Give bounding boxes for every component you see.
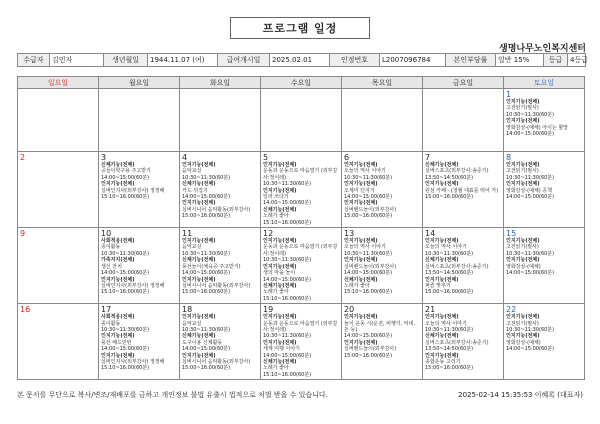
activity-detail: 고전읽기(필사) 10:30~11:30(60분) — [506, 320, 555, 333]
activity-name: 인지기능(전체) — [182, 276, 216, 283]
calendar-day-cell — [180, 89, 261, 152]
activity-entry — [263, 264, 339, 283]
activity-name: 인지기능(전체) — [506, 314, 540, 321]
activity-entry — [344, 340, 420, 359]
activity-detail: 생신 잔치 14:00~15:00(60분) — [101, 263, 150, 277]
activity-entry — [506, 118, 582, 137]
calendar-day-cell — [342, 152, 423, 228]
activity-detail: 생의 마을 놀이 14:00~15:00(60분) — [263, 270, 312, 283]
calendar-week — [18, 228, 585, 304]
activity-detail: 운동과 운동으로 마음열기 (외부강사:정이레) 10:30~11:30(60분) — [263, 168, 338, 188]
activity-detail: 퍼즐 맞추기 15:00~16:00(60분) — [425, 282, 474, 296]
activity-entry — [182, 277, 258, 296]
day-number: 10 — [101, 229, 112, 239]
info-value-birth: 1944.11.07 (여) — [148, 54, 218, 67]
activity-entry — [344, 277, 420, 296]
activity-entry — [101, 162, 177, 181]
info-value-recipient: 김민자 — [50, 54, 104, 67]
calendar-day-cell — [423, 304, 504, 380]
activity-entry — [506, 162, 582, 181]
activity-detail: 노래가 좋아 15:10~16:00(60분) — [263, 365, 312, 378]
calendar-day-cell — [504, 89, 585, 152]
day-number: 18 — [182, 305, 193, 315]
activity-entry — [263, 340, 339, 359]
activity-detail: 실버밴드놀이(외부강사) 15:00~16:00(60분) — [344, 206, 397, 220]
info-value-cert-no: L2007096784 — [380, 54, 446, 67]
activity-detail: 실버스포츠(외부강사:송준기) 13:50~14:50(60분) — [425, 263, 489, 277]
activity-entry — [425, 181, 501, 200]
calendar-day-cell — [261, 304, 342, 380]
activity-name: 인지기능(전체) — [425, 276, 459, 283]
activity-entry — [101, 238, 177, 257]
activity-name: 인지기능(전체) — [425, 352, 459, 359]
day-number: 20 — [344, 305, 355, 315]
activity-entry — [263, 238, 339, 264]
activity-entry — [506, 333, 582, 352]
activity-entry — [263, 283, 339, 302]
calendar-week — [18, 304, 585, 380]
calendar-day-cell — [261, 152, 342, 228]
activity-entry — [506, 181, 582, 200]
activity-entry — [425, 353, 501, 372]
activity-entry — [101, 314, 177, 333]
activity-detail: 종합운동 고리기 15:00~16:00(60분) — [425, 358, 474, 372]
activity-entry — [101, 277, 177, 296]
activity-entry — [182, 333, 258, 352]
activity-name: 인지기능(전체) — [506, 257, 540, 264]
day-number: 17 — [101, 305, 112, 315]
activity-name: 인지기능(전체) — [425, 181, 459, 188]
activity-detail: 음악교실 10:30~11:30(60분) — [182, 320, 231, 333]
info-value-grade: 4등급 — [568, 54, 586, 67]
activity-detail: 영화감상-(예체) 아이는 할망 14:00~15:00(60분) — [506, 124, 569, 138]
activity-entry — [425, 257, 501, 276]
activity-name: 인지기능(전체) — [182, 314, 216, 321]
activity-name: 인지기능(전체) — [101, 276, 135, 283]
activity-entry — [506, 99, 582, 118]
activity-entry — [425, 314, 501, 333]
activity-detail: 원심 카페 - (청혈 대표를 뛰어 가) 15:00~16:00(60분) — [425, 187, 499, 201]
activity-name: 신체기능(전체) — [182, 333, 216, 340]
activity-name: 인지기능(전체) — [344, 339, 378, 346]
activity-detail: 도구이용 신체활동 14:00~15:00(60분) — [182, 339, 231, 353]
activity-name: 인지기능(전체) — [506, 181, 540, 188]
calendar-day-cell — [99, 152, 180, 228]
activity-detail: 실버시니어 음악활동(외부강사) 15:00~16:00(60분) — [182, 206, 251, 220]
activity-entry — [344, 200, 420, 219]
activity-name: 인지기능(전체) — [344, 162, 378, 168]
activity-entry — [101, 181, 177, 200]
day-number: 11 — [182, 229, 193, 239]
day-number: 2 — [20, 153, 26, 162]
day-number: 15 — [506, 229, 517, 239]
activity-entry — [425, 277, 501, 296]
activity-detail: 실버시니어 음악활동(외부강사) 15:00~16:00(60분) — [182, 282, 251, 296]
activity-detail: 노래가 좋아 15:10~16:00(60분) — [263, 213, 312, 226]
calendar-day-cell — [18, 152, 99, 228]
activity-detail: 공들이학구용 주고받기 14:00~15:00(60분) — [101, 168, 151, 181]
weekday-sat: 토요일 — [504, 77, 585, 89]
calendar-week — [18, 152, 585, 228]
activity-name: 인지기능(전체) — [506, 118, 540, 125]
activity-name: 인지기능(전체) — [263, 339, 297, 346]
day-number: 12 — [263, 229, 274, 239]
activity-detail: 실버스포츠(외부강사:송준기) 13:50~14:50(60분) — [425, 168, 489, 181]
activity-detail: 오늘의 역사 이야기 10:30~11:30(60분) — [425, 244, 474, 257]
day-number: 4 — [182, 153, 188, 162]
activity-name: 신체기능(전체) — [344, 276, 378, 283]
calendar-day-cell — [504, 152, 585, 228]
activity-detail: 실버인지사(외부강사) 정정해 15:10~16:00(60분) — [101, 282, 165, 296]
activity-name: 인지기능(전체) — [101, 181, 135, 188]
activity-name: 인지기능(전체) — [344, 314, 378, 321]
activity-entry — [425, 162, 501, 181]
activity-detail: 일러 쓰다기 14:00~15:00(60분) — [263, 194, 312, 207]
activity-name: 신체기능(전체) — [263, 358, 297, 365]
day-number: 6 — [344, 153, 350, 162]
activity-entry — [182, 314, 258, 333]
calendar-day-cell — [342, 89, 423, 152]
activity-entry — [344, 257, 420, 276]
activity-detail: 노래가 좋아 15:10~16:00(60분) — [344, 282, 393, 296]
activity-detail: 노래가 좋아 15:10~16:00(60분) — [263, 289, 312, 302]
activity-entry — [263, 162, 339, 188]
day-number: 5 — [263, 153, 269, 162]
day-number: 16 — [20, 305, 31, 315]
activity-entry — [425, 238, 501, 257]
activity-entry — [344, 238, 420, 257]
activity-entry — [425, 333, 501, 352]
activity-detail: 영화감상-(예체) 14:00~15:00(60분) — [506, 263, 555, 277]
activity-name: 인지기능(전체) — [506, 162, 540, 168]
activity-detail: 종이활동 10:30~11:30(60분) — [101, 244, 150, 257]
info-value-copay: 일반 15% — [496, 54, 544, 67]
activity-detail: 풍선놀이(체육공 주고받기) 14:00~15:00(60분) — [182, 263, 241, 277]
day-number: 9 — [20, 229, 26, 239]
day-number: 7 — [425, 153, 431, 162]
info-value-start-date: 2025.02.01 — [270, 54, 330, 67]
calendar-week — [18, 89, 585, 152]
activity-entry — [101, 257, 177, 276]
calendar-day-cell — [18, 228, 99, 304]
activity-name: 인지기능(전체) — [263, 187, 297, 194]
activity-name: 인지기능(전체) — [182, 162, 216, 168]
info-label-copay: 본인부담률 — [446, 54, 496, 67]
activity-name: 인지기능(전체) — [425, 314, 459, 321]
calendar-day-cell — [423, 89, 504, 152]
weekday-fri: 금요일 — [423, 77, 504, 89]
page-title: 프로그램 일정 — [230, 17, 370, 39]
day-number: 8 — [506, 153, 512, 162]
activity-name: 인지기능(전체) — [182, 352, 216, 359]
activity-detail: 오늘의 역사 이야기 10:30~11:30(60분) — [425, 320, 474, 333]
activity-detail: 오늘의 역사 이야기 10:30~11:30(60분) — [344, 244, 393, 257]
schedule-calendar — [17, 76, 585, 380]
info-label-recipient: 수급자 — [18, 54, 50, 67]
activity-name: 인지기능(전체) — [182, 200, 216, 207]
activity-detail: 영화감상-(예체) 14:00~15:00(60분) — [506, 339, 555, 353]
activity-entry — [182, 257, 258, 276]
day-number: 21 — [425, 305, 436, 315]
activity-entry — [182, 181, 258, 200]
activity-name: 인지기능(전체) — [263, 263, 297, 270]
activity-entry — [182, 238, 258, 257]
footer-notice: 본 문서를 무단으로 복사/변조/재배포를 금하고 개인정보 불법 유출시 법적으로 처벌 받을 수 있습니다. — [17, 391, 328, 399]
activity-name: 신체기능(전체) — [425, 162, 459, 168]
activity-detail: 운동과 운동으로 마음열기 (외부강사:정이레) 10:30~11:30(60분) — [263, 244, 338, 264]
activity-detail: 실버시니어 음악활동(외부강사) 15:00~16:00(60분) — [182, 358, 251, 372]
activity-detail: 오제미 던지기 14:00~15:00(60분) — [344, 187, 393, 201]
calendar-day-cell — [180, 228, 261, 304]
activity-name: 인지기능(전체) — [344, 257, 378, 264]
activity-entry — [506, 238, 582, 257]
calendar-day-cell — [18, 89, 99, 152]
info-label-grade: 등급 — [544, 54, 568, 67]
activity-entry — [182, 353, 258, 372]
activity-detail: 음악교실 10:30~11:30(60분) — [182, 168, 231, 181]
activity-entry — [182, 200, 258, 219]
calendar-day-cell — [423, 152, 504, 228]
calendar-day-cell — [504, 228, 585, 304]
activity-entry — [344, 162, 420, 181]
activity-name: 가족지지(전체) — [101, 257, 135, 264]
activity-detail: 오늘의 역사 이야기 10:30~11:30(60분) — [344, 168, 393, 181]
activity-detail: 카드 뒤집기 14:00~15:00(60분) — [182, 187, 231, 201]
info-label-cert-no: 인정번호 — [330, 54, 380, 67]
weekday-mon: 월요일 — [99, 77, 180, 89]
activity-entry — [182, 162, 258, 181]
activity-entry — [263, 188, 339, 207]
activity-name: 신체기능(전체) — [425, 333, 459, 340]
activity-name: 인지기능(전체) — [344, 238, 378, 245]
activity-name: 사회적응(전체) — [101, 314, 135, 321]
activity-name: 인지기능(전체) — [506, 333, 540, 340]
activity-detail: 세계 여행 이야기 14:00~15:00(60분) — [263, 346, 312, 359]
activity-detail: 실버인지사(외부강사) 정정해 15:10~16:00(60분) — [101, 358, 165, 372]
activity-detail: 고전읽기(필사) 10:30~11:30(60분) — [506, 244, 555, 257]
day-number: 22 — [506, 305, 517, 315]
activity-name: 인지기능(전체) — [263, 162, 297, 168]
activity-detail: 고전읽기(필사) 10:30~11:30(60분) — [506, 105, 555, 118]
activity-name: 인지기능(전체) — [182, 238, 216, 245]
calendar-day-cell — [99, 304, 180, 380]
day-number: 19 — [263, 305, 274, 315]
info-label-birth: 생년월일 — [104, 54, 148, 67]
activity-detail: 실버밴드놀이(외부강사) 15:00~16:00(60분) — [344, 346, 397, 359]
activity-name: 인지기능(전체) — [101, 333, 135, 340]
recipient-info-table — [17, 53, 586, 67]
activity-name: 신체기능(전체) — [182, 257, 216, 264]
activity-name: 인지기능(전체) — [263, 314, 297, 321]
day-number: 1 — [506, 90, 512, 99]
activity-name: 신체기능(전체) — [263, 282, 297, 289]
calendar-day-cell — [18, 304, 99, 380]
activity-detail: 고전읽기(필사) 10:30~11:30(60분) — [506, 168, 555, 181]
activity-entry — [344, 181, 420, 200]
activity-name: 신체기능(전체) — [425, 257, 459, 264]
weekday-tue: 화요일 — [180, 77, 261, 89]
activity-detail: 실버스포츠(외부강사:송준기) 13:50~14:50(60분) — [425, 339, 489, 353]
calendar-day-cell — [261, 228, 342, 304]
day-number: 14 — [425, 229, 436, 239]
activity-entry — [263, 207, 339, 226]
calendar-day-cell — [504, 304, 585, 380]
activity-entry — [506, 314, 582, 333]
activity-name: 인지기능(전체) — [506, 238, 540, 245]
weekday-sun: 일요일 — [18, 77, 99, 89]
weekday-thu: 목요일 — [342, 77, 423, 89]
calendar-day-cell — [99, 228, 180, 304]
activity-entry — [101, 353, 177, 372]
calendar-day-cell — [423, 228, 504, 304]
activity-entry — [263, 359, 339, 378]
calendar-day-cell — [342, 304, 423, 380]
activity-detail: 종이활동 10:30~11:30(60분) — [101, 320, 150, 333]
day-number: 13 — [344, 229, 355, 239]
info-label-start-date: 급여개시일 — [218, 54, 270, 67]
activity-detail: 실버밴드놀이(외부강사) 14:00~15:00(60분) — [344, 263, 397, 277]
activity-name: 인지기능(전체) — [344, 181, 378, 188]
activity-name: 인지기능(전체) — [101, 352, 135, 359]
activity-detail: 영화감상-(예체) 공책 14:00~15:00(60분) — [506, 187, 555, 201]
activity-entry — [344, 314, 420, 340]
footer-timestamp: 2025-02-14 15:35:53 이혜록 (대표자) — [458, 391, 583, 399]
activity-name: 신체기능(전체) — [182, 181, 216, 188]
activity-name: 사회적응(전체) — [101, 238, 135, 245]
center-name: 생명나무노인복지센터 — [499, 44, 586, 54]
activity-entry — [101, 333, 177, 352]
day-number: 3 — [101, 153, 107, 162]
activity-name: 신체기능(전체) — [263, 206, 297, 213]
weekday-wed: 수요일 — [261, 77, 342, 89]
calendar-day-cell — [180, 152, 261, 228]
calendar-day-cell — [180, 304, 261, 380]
activity-detail: 음악교실 10:30~11:30(60분) — [182, 244, 231, 257]
activity-name: 인지기능(전체) — [425, 238, 459, 245]
activity-name: 신체기능(전체) — [101, 162, 135, 168]
calendar-day-cell — [342, 228, 423, 304]
activity-name: 인지기능(전체) — [506, 99, 540, 105]
activity-detail: 운동과 운동으로 마음열기 (외부강사:정이레) 10:30~11:30(60분) — [263, 320, 338, 340]
calendar-day-cell — [261, 89, 342, 152]
activity-detail: 풍선 배드민턴 14:00~15:00(60분) — [101, 339, 150, 353]
activity-detail: 놀이 운동 시(운전, 비행기, 악대, 돈 등) 14:00~15:00(60분) — [344, 320, 416, 340]
activity-detail: 실버인지사(외부강사) 정정해 15:10~16:00(60분) — [101, 187, 165, 201]
activity-entry — [506, 257, 582, 276]
activity-name: 인지기능(전체) — [344, 200, 378, 207]
activity-entry — [263, 314, 339, 340]
activity-name: 인지기능(전체) — [263, 238, 297, 245]
calendar-day-cell — [99, 89, 180, 152]
